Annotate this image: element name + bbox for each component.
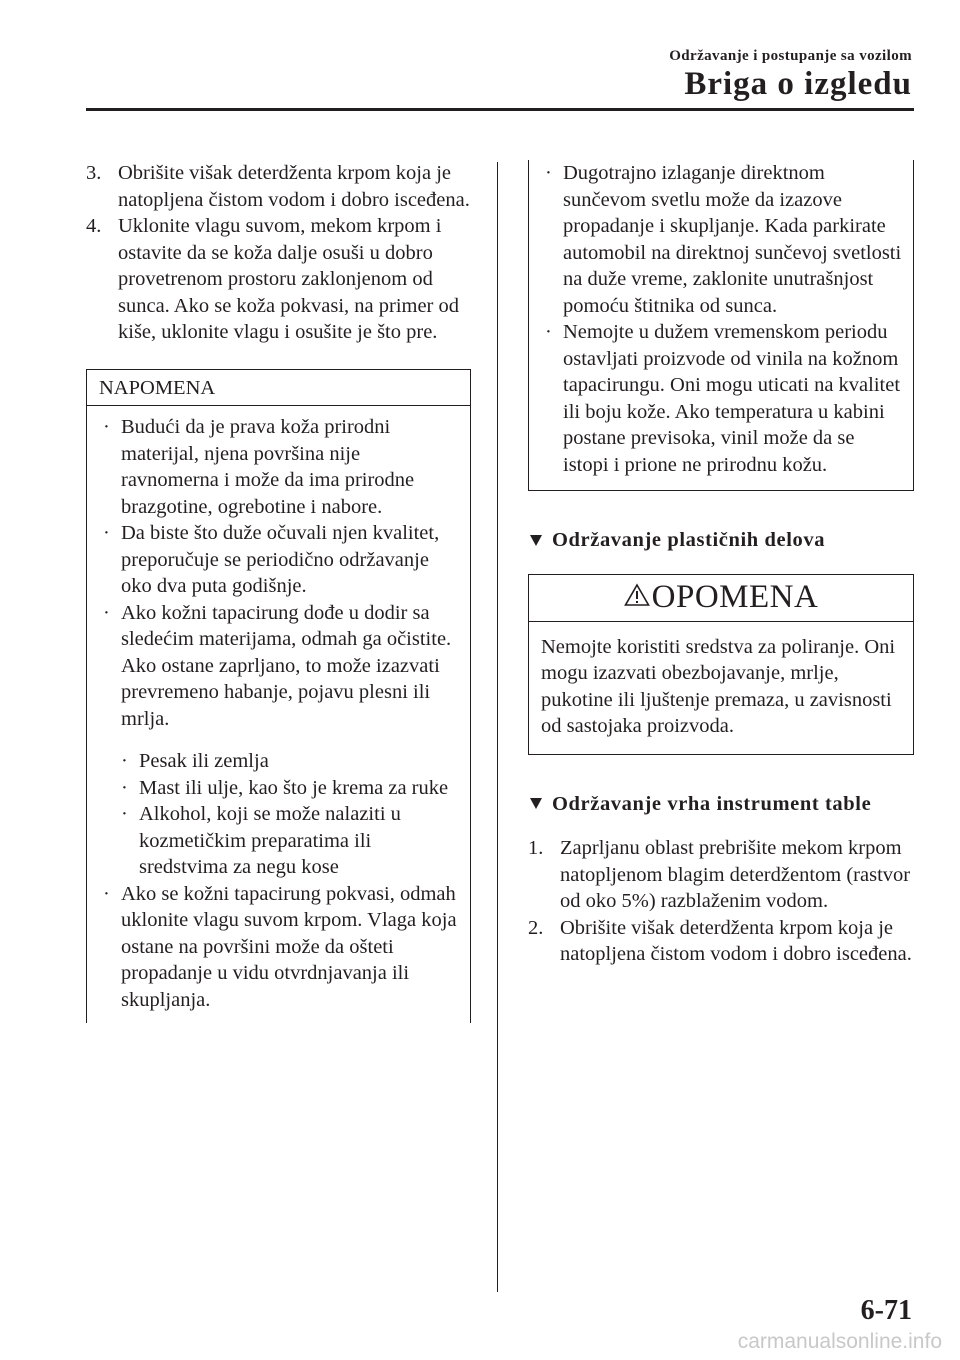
note-sub-list [101,748,460,881]
note-sub-bullet: · Mast ili ulje, kao što je krema za ruke [119,775,460,802]
step-text: Zaprljanu oblast prebrišite mekom krpom natopljenom blagim deterdžentom (rastvor od oko 5%) razblaženim vodom. [560,837,911,912]
note-title: NAPOMENA [87,370,470,407]
warning-box [528,574,914,755]
warning-text: Nemojte koristiti sredstva za poliranje. Oni mogu izazvati obezbojavanje, mrlje, pukotine ili ljuštenje premaza, u zavisnosti od sastojaka proizvoda. [541,635,896,737]
header-rule [86,108,914,111]
page-number: 6-71 [860,1295,912,1326]
watermark: carmanualsonline.info [737,1330,942,1353]
note-body [87,406,470,1023]
bullet-dot-icon: · [103,522,110,544]
warning-title: OPOMENA [529,575,913,622]
bullet-dot-icon: · [121,776,128,799]
note-bullet: · Ako kožni tapacirung dođe u dodir sa sledećim materijama, odmah ga očistite. Ako ostane zaprljano, to može izazvati prevremeno habanje, pojavu plesni ili mrlja. [101,600,460,733]
step-2 [528,915,914,968]
page-title: Briga o izgledu [684,66,912,102]
bullet-dot-icon: · [103,416,110,438]
left-column [86,160,471,1023]
warning-triangle-icon [624,577,650,617]
bullet-dot-icon: · [121,803,128,825]
bullet-dot-icon: · [545,162,552,184]
step-text: Uklonite vlagu suvom, mekom krpom i ostavite da se koža dalje osuši u dobro provetrenom prostoru zaklonjenom od sunca. Ako se koža pokvasi, na primer od kiše, uklonite vlagu i osušite je što pre. [118,215,460,343]
step-number: 1. [528,837,544,859]
triangle-down-icon [530,535,542,546]
step-4 [86,213,471,346]
step-1 [528,835,914,915]
bullet-dot-icon: · [103,882,110,905]
note-sub-bullet: · Pesak ili zemlja [119,748,460,775]
section-heading-dashboard: Održavanje vrha instrument table [528,791,914,818]
bullet-dot-icon: · [545,321,552,343]
step-3 [86,160,471,213]
column-divider [497,162,498,1292]
step-text: Obrišite višak deterdženta krpom koja je natopljena čistom vodom i dobro iscеđena. [118,162,470,211]
step-number: 4. [86,215,102,237]
step-number: 3. [86,162,102,184]
bullet-dot-icon: · [103,601,110,624]
bullet-dot-icon: · [121,750,128,772]
note-bullet: · Dugotrajno izlaganje direktnom sunčevom svetlu može da izazove propadanje i skupljanje. Kada parkirate automobil na direktnoj sunčevoj svetlosti na duže vreme, zaklonite unutrašnjost pomoću štitnika od sunca. [543,160,903,319]
triangle-down-icon [530,798,542,809]
section-heading-plastic: Održavanje plastičnih delova [528,527,914,554]
step-number: 2. [528,916,544,939]
note-sub-bullet: · Alkohol, koji se može nalaziti u kozmetičkim preparatima ili sredstvima za negu kose [119,801,460,881]
note-bullet: · Da biste što duže očuvali njen kvalitet, preporučuje se periodično održavanje oko dva puta godišnje. [101,520,460,600]
step-text: Obrišite višak deterdženta krpom koja je natopljena čistom vodom i dobro iscеđena. [560,916,912,965]
note-bullet: · Nemojte u dužem vremenskom periodu ostavljati proizvode od vinila na kožnom tapacirungu. Oni mogu uticati na kvalitet ili boju kože. Ako temperatura u kabini postane previsoka, vinil može da se istopi i prione ne prirodnu kožu. [543,319,903,478]
note-bullet: · Ako se kožni tapacirung pokvasi, odmah uklonite vlagu suvom krpom. Vlaga koja ostane na površini može da ošteti propadanje u vidu otvrdnjavanja ili skupljanja. [101,881,460,1014]
note-box [86,369,471,1024]
note-bullet: · Budući da je prava koža prirodni materijal, njena površina nije ravnomerna i može da ima prirodne brazgotine, ogrebotine i nabore. [101,414,460,520]
chapter-title: Održavanje i postupanje sa vozilom [669,48,912,64]
dashboard-steps [528,835,914,968]
right-column [528,160,914,968]
note-box-continued [528,160,914,491]
